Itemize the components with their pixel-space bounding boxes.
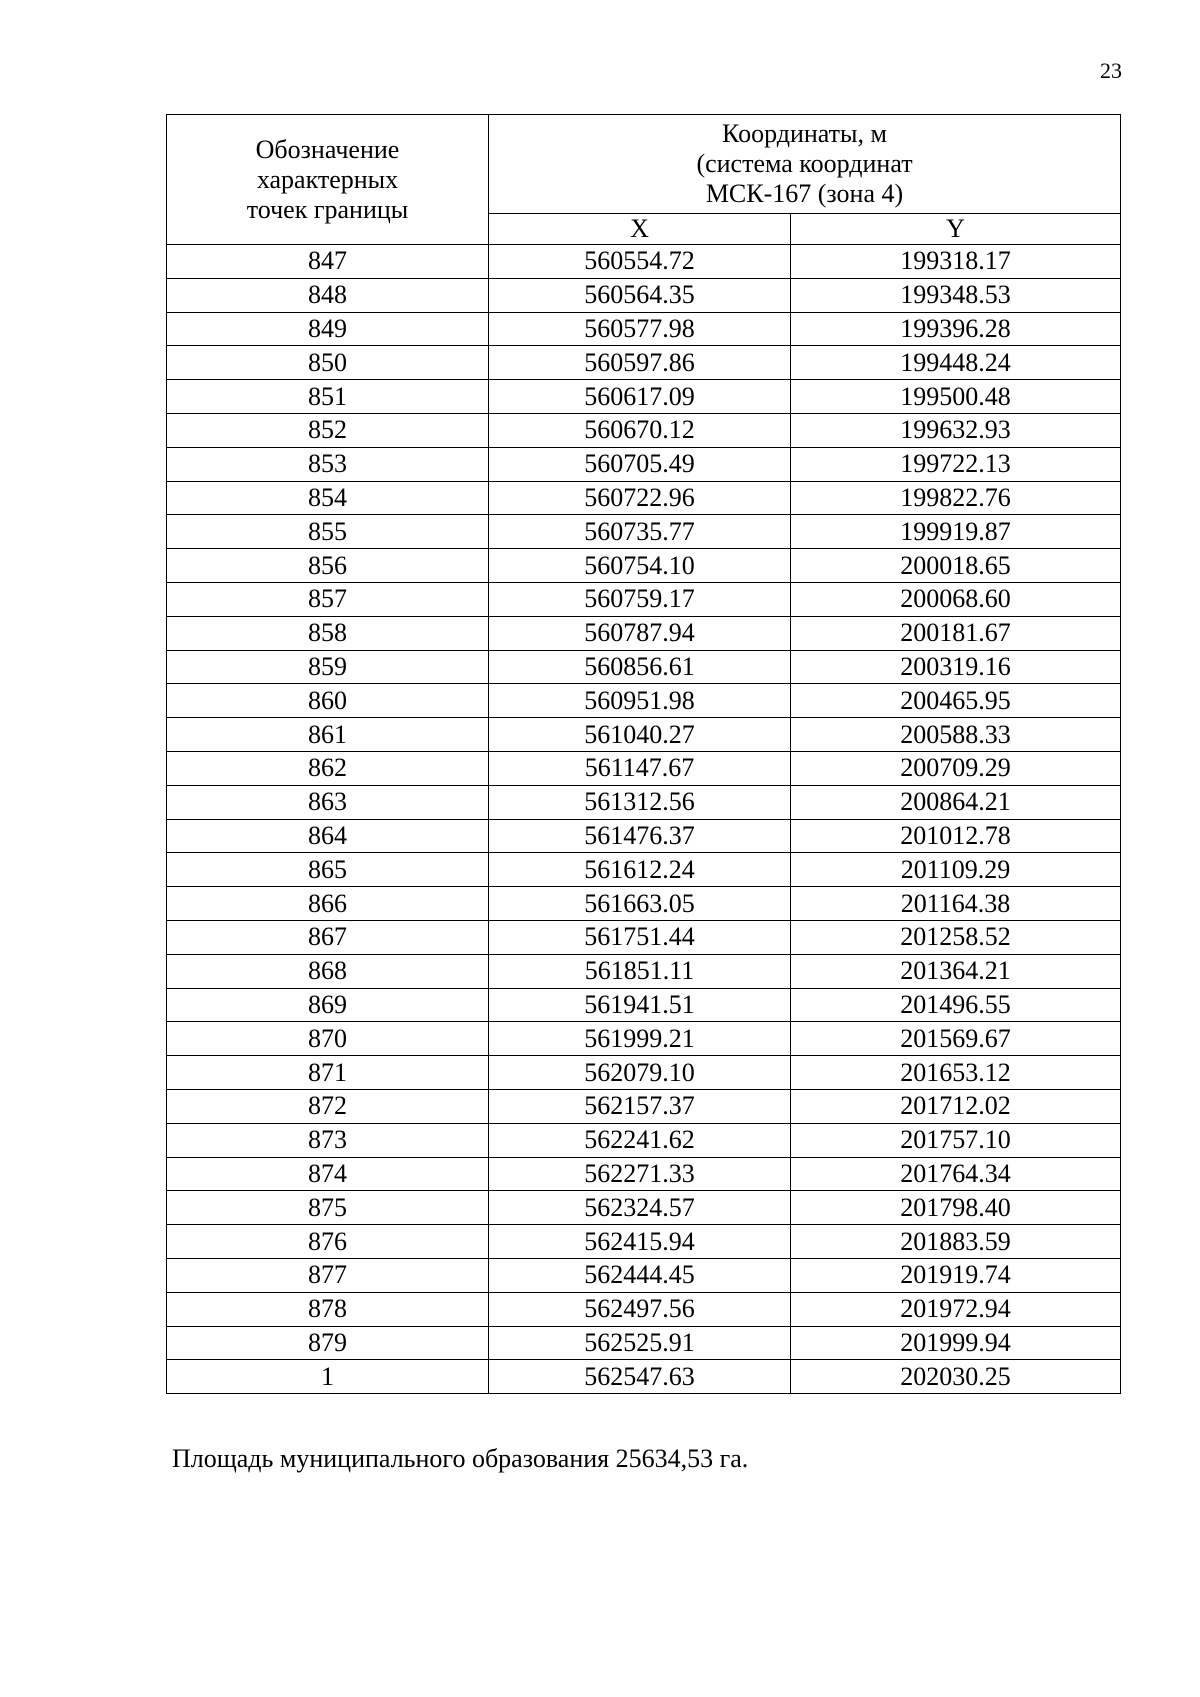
- table-row: [167, 481, 1121, 515]
- y-coordinate-cell: 199448.24: [791, 346, 1121, 380]
- y-coordinate-cell: 201798.40: [791, 1191, 1121, 1225]
- point-id-cell: 861: [167, 718, 489, 752]
- x-coordinate-cell: 562497.56: [489, 1292, 791, 1326]
- point-id-cell: 1: [167, 1360, 489, 1394]
- point-id-cell: 855: [167, 515, 489, 549]
- x-coordinate-cell: 561147.67: [489, 751, 791, 785]
- point-id-cell: 847: [167, 245, 489, 279]
- x-coordinate-cell: 561999.21: [489, 1022, 791, 1056]
- y-coordinate-cell: 199348.53: [791, 278, 1121, 312]
- x-coordinate-cell: 561851.11: [489, 954, 791, 988]
- y-coordinate-cell: 199632.93: [791, 413, 1121, 447]
- x-coordinate-cell: 562444.45: [489, 1258, 791, 1292]
- table-row: [167, 1191, 1121, 1225]
- table-row: [167, 920, 1121, 954]
- table-row: [167, 549, 1121, 583]
- y-coordinate-cell: 201972.94: [791, 1292, 1121, 1326]
- point-id-cell: 859: [167, 650, 489, 684]
- y-coordinate-cell: 202030.25: [791, 1360, 1121, 1394]
- point-id-cell: 851: [167, 380, 489, 414]
- table-row: [167, 1123, 1121, 1157]
- table-row: [167, 1360, 1121, 1394]
- x-coordinate-cell: 561612.24: [489, 853, 791, 887]
- point-id-cell: 871: [167, 1056, 489, 1090]
- point-id-cell: 858: [167, 616, 489, 650]
- x-coordinate-cell: 560564.35: [489, 278, 791, 312]
- point-id-cell: 865: [167, 853, 489, 887]
- y-coordinate-cell: 201012.78: [791, 819, 1121, 853]
- y-coordinate-cell: 201999.94: [791, 1326, 1121, 1360]
- table-row: [167, 751, 1121, 785]
- header-point-label-text: Обозначение характерных точек границы: [246, 134, 409, 224]
- x-coordinate-cell: 560670.12: [489, 413, 791, 447]
- table-row: [167, 718, 1121, 752]
- table-row: [167, 346, 1121, 380]
- table-row: [167, 1225, 1121, 1259]
- x-coordinate-cell: 560759.17: [489, 582, 791, 616]
- y-coordinate-cell: 200181.67: [791, 616, 1121, 650]
- point-id-cell: 875: [167, 1191, 489, 1225]
- y-coordinate-cell: 200709.29: [791, 751, 1121, 785]
- y-coordinate-cell: 201764.34: [791, 1157, 1121, 1191]
- x-coordinate-cell: 560577.98: [489, 312, 791, 346]
- x-coordinate-cell: 560787.94: [489, 616, 791, 650]
- x-coordinate-cell: 561663.05: [489, 887, 791, 921]
- coordinates-table-body: [167, 245, 1121, 1394]
- header-coordinates: [489, 115, 1121, 214]
- point-id-cell: 862: [167, 751, 489, 785]
- point-id-cell: 869: [167, 988, 489, 1022]
- header-x: X: [489, 214, 791, 245]
- x-coordinate-cell: 562547.63: [489, 1360, 791, 1394]
- y-coordinate-cell: 199318.17: [791, 245, 1121, 279]
- table-row: [167, 447, 1121, 481]
- table-row: [167, 1157, 1121, 1191]
- x-coordinate-cell: 560554.72: [489, 245, 791, 279]
- y-coordinate-cell: 201653.12: [791, 1056, 1121, 1090]
- x-coordinate-cell: 562324.57: [489, 1191, 791, 1225]
- y-coordinate-cell: 201364.21: [791, 954, 1121, 988]
- table-row: [167, 616, 1121, 650]
- table-row: [167, 312, 1121, 346]
- y-coordinate-cell: 199919.87: [791, 515, 1121, 549]
- point-id-cell: 863: [167, 785, 489, 819]
- x-coordinate-cell: 561751.44: [489, 920, 791, 954]
- page-number: 23: [1100, 58, 1122, 83]
- y-coordinate-cell: 201757.10: [791, 1123, 1121, 1157]
- table-row: [167, 853, 1121, 887]
- header-point-label: [167, 115, 489, 245]
- point-id-cell: 856: [167, 549, 489, 583]
- table-row: [167, 1258, 1121, 1292]
- x-coordinate-cell: 562157.37: [489, 1089, 791, 1123]
- point-id-cell: 864: [167, 819, 489, 853]
- table-row: [167, 954, 1121, 988]
- point-id-cell: 877: [167, 1258, 489, 1292]
- table-row: [167, 887, 1121, 921]
- x-coordinate-cell: 560856.61: [489, 650, 791, 684]
- table-row: [167, 278, 1121, 312]
- x-coordinate-cell: 562525.91: [489, 1326, 791, 1360]
- x-coordinate-cell: 560735.77: [489, 515, 791, 549]
- y-coordinate-cell: 201919.74: [791, 1258, 1121, 1292]
- x-coordinate-cell: 562079.10: [489, 1056, 791, 1090]
- y-coordinate-cell: 200864.21: [791, 785, 1121, 819]
- point-id-cell: 873: [167, 1123, 489, 1157]
- y-coordinate-cell: 199822.76: [791, 481, 1121, 515]
- header-coords-line1: Координаты, м: [722, 119, 887, 148]
- table-row: [167, 245, 1121, 279]
- x-coordinate-cell: 561941.51: [489, 988, 791, 1022]
- point-id-cell: 876: [167, 1225, 489, 1259]
- y-coordinate-cell: 201569.67: [791, 1022, 1121, 1056]
- x-coordinate-cell: 560722.96: [489, 481, 791, 515]
- point-id-cell: 868: [167, 954, 489, 988]
- table-row: [167, 413, 1121, 447]
- point-id-cell: 874: [167, 1157, 489, 1191]
- y-coordinate-cell: 199722.13: [791, 447, 1121, 481]
- point-id-cell: 860: [167, 684, 489, 718]
- point-id-cell: 878: [167, 1292, 489, 1326]
- x-coordinate-cell: 561476.37: [489, 819, 791, 853]
- coordinates-table: [166, 114, 1121, 1394]
- point-id-cell: 857: [167, 582, 489, 616]
- x-coordinate-cell: 561040.27: [489, 718, 791, 752]
- table-row: [167, 1089, 1121, 1123]
- x-coordinate-cell: 560617.09: [489, 380, 791, 414]
- table-row: [167, 1056, 1121, 1090]
- x-coordinate-cell: 560754.10: [489, 549, 791, 583]
- y-coordinate-cell: 199396.28: [791, 312, 1121, 346]
- x-coordinate-cell: 562415.94: [489, 1225, 791, 1259]
- point-id-cell: 866: [167, 887, 489, 921]
- point-id-cell: 854: [167, 481, 489, 515]
- table-row: [167, 819, 1121, 853]
- x-coordinate-cell: 560597.86: [489, 346, 791, 380]
- x-coordinate-cell: 560951.98: [489, 684, 791, 718]
- table-row: [167, 988, 1121, 1022]
- table-row: [167, 1326, 1121, 1360]
- y-coordinate-cell: 201109.29: [791, 853, 1121, 887]
- x-coordinate-cell: 562241.62: [489, 1123, 791, 1157]
- table-row: [167, 582, 1121, 616]
- y-coordinate-cell: 201496.55: [791, 988, 1121, 1022]
- y-coordinate-cell: 201164.38: [791, 887, 1121, 921]
- point-id-cell: 867: [167, 920, 489, 954]
- table-row: [167, 684, 1121, 718]
- table-row: [167, 785, 1121, 819]
- y-coordinate-cell: 200319.16: [791, 650, 1121, 684]
- x-coordinate-cell: 561312.56: [489, 785, 791, 819]
- y-coordinate-cell: 200588.33: [791, 718, 1121, 752]
- table-row: [167, 1292, 1121, 1326]
- area-note: Площадь муниципального образования 25634,53 га.: [172, 1444, 749, 1473]
- point-id-cell: 849: [167, 312, 489, 346]
- table-row: [167, 515, 1121, 549]
- y-coordinate-cell: 200465.95: [791, 684, 1121, 718]
- y-coordinate-cell: 201258.52: [791, 920, 1121, 954]
- point-id-cell: 850: [167, 346, 489, 380]
- point-id-cell: 848: [167, 278, 489, 312]
- point-id-cell: 853: [167, 447, 489, 481]
- header-coords-line3: МСК-167 (зона 4): [705, 179, 904, 208]
- point-id-cell: 870: [167, 1022, 489, 1056]
- y-coordinate-cell: 201712.02: [791, 1089, 1121, 1123]
- y-coordinate-cell: 199500.48: [791, 380, 1121, 414]
- y-coordinate-cell: 200018.65: [791, 549, 1121, 583]
- table-row: [167, 650, 1121, 684]
- y-coordinate-cell: 200068.60: [791, 582, 1121, 616]
- table-row: [167, 380, 1121, 414]
- point-id-cell: 879: [167, 1326, 489, 1360]
- x-coordinate-cell: 562271.33: [489, 1157, 791, 1191]
- header-coords-line2: (система координат: [696, 149, 913, 178]
- point-id-cell: 872: [167, 1089, 489, 1123]
- point-id-cell: 852: [167, 413, 489, 447]
- y-coordinate-cell: 201883.59: [791, 1225, 1121, 1259]
- table-row: [167, 1022, 1121, 1056]
- x-coordinate-cell: 560705.49: [489, 447, 791, 481]
- header-y: Y: [791, 214, 1121, 245]
